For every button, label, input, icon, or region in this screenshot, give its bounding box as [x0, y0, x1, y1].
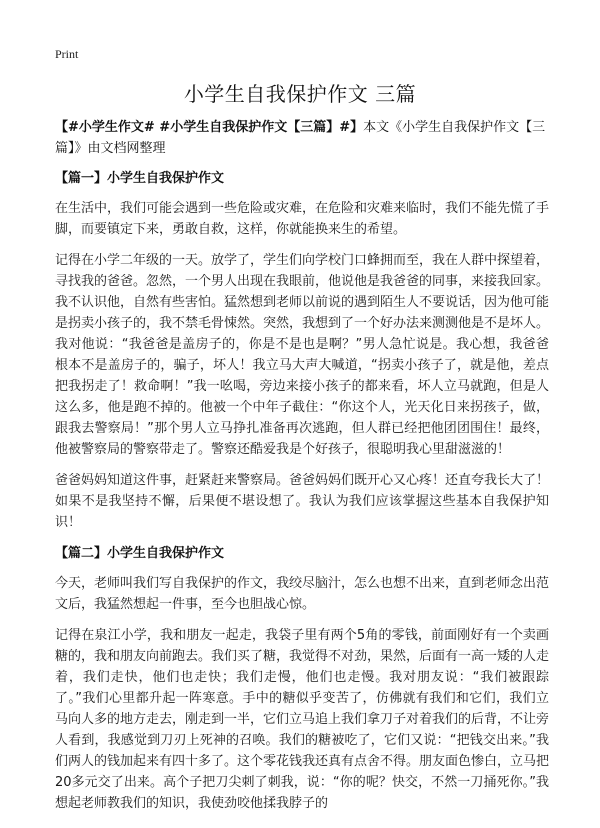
- section-1-paragraph-3: 爸爸妈妈知道这件事，赶紧赶来警察局。爸爸妈妈们既开心又心疼！还直夸我长大了！如果不是我坚持不懈，后果便不堪设想了。我认为我们应该掌握这些基本自我保护知识！: [55, 473, 550, 530]
- section-1-paragraph-2: 记得在小学二年级的一天。放学了，学生们向学校门口蜂拥而至，我在人群中探望着，寻找我的爸爸。忽然，一个男人出现在我眼前，他说他是我爸爸的同事，来接我回家。我不认识他，自然有些害怕。猛然想到老师以前说的遇到陌生人不要说话，因为他可能是拐卖小孩子的，我不禁毛骨悚然。突然，我想到了一个好办法来测测他是不是坏人。我对他说：“我爸爸是盖房子的，你是不是也是啊？”男人急忙说是。我心想，我爸爸根本不是盖房子的，骗子，坏人！我立马大声大喊道，“拐卖小孩子了，就是他，差点把我拐走了！救命啊！”我一吆喝，旁边来接小孩子的都来看，坏人立马就跑，但是人这么多，他是跑不掉的。他被一个中年子截住：“你这个人，光天化日来拐孩子，做，跟我去警察局！”那个男人立马挣扎准备再次逃跑，但人群已经把他团团围住！最终，他被警察局的警察带走了。警察还酷爱我是个好孩子，很聪明我心里甜滋滋的！: [55, 253, 550, 457]
- section-1-paragraph-1: 在生活中，我们可能会遇到一些危险或灾难，在危险和灾难来临时，我们不能先慌了手脚，而要镇定下来，勇敢自救，这样，你就能换来生的希望。: [55, 201, 550, 237]
- intro-text: 本文《小学生自我保护作文【三篇】》由文档网整理: [55, 120, 546, 156]
- document-title: 小学生自我保护作文 三篇: [183, 82, 417, 106]
- section-heading-2: 【篇二】小学生自我保护作文: [55, 546, 225, 561]
- document-body: [55, 117, 549, 824]
- section-2-paragraph-2: 记得在泉江小学，我和朋友一起走，我袋子里有两个5角的零钱，前面刚好有一个卖画糖的，我和朋友向前跑去。我们买了糖，我觉得不对劲，果然，后面有一高一矮的人走着，我们走快，他们也走快；我们走慢，他们也走慢。我对朋友说：“我们被跟踪了。”我们心里都升起一阵寒意。手中的糖似乎变苦了，仿佛就有我们和它们，我们立马向人多的地方走去，刚走到一半，它们立马追上我们拿刀子对着我们的后背，不让旁人看到，我感觉到刀刃上死神的召唤。我们的糖被吃了，它们又说：“把钱交出来。”我们两人的钱加起来有四十多了。这个零花钱我还真有点舍不得。朋友面色惨白，立马把20多元交了出来。高个子把刀尖刺了刺我，说：“你的呢？快交，不然一刀捅死你。”我想起老师教我们的知识，我使劲咬他揉我脖子的: [55, 628, 550, 811]
- print-link[interactable]: Print: [55, 47, 79, 61]
- document-intro: [55, 117, 549, 159]
- intro-tags: 【#小学生作文# #小学生自我保护作文【三篇】#】: [55, 120, 364, 135]
- section-2-paragraph-1: 今天，老师叫我们写自我保护的作文，我绞尽脑汁，怎么也想不出来，直到老师念出范文后，我猛然想起一件事，至今也胆战心惊。: [55, 576, 550, 612]
- section-heading-1: 【篇一】小学生自我保护作文: [55, 171, 225, 186]
